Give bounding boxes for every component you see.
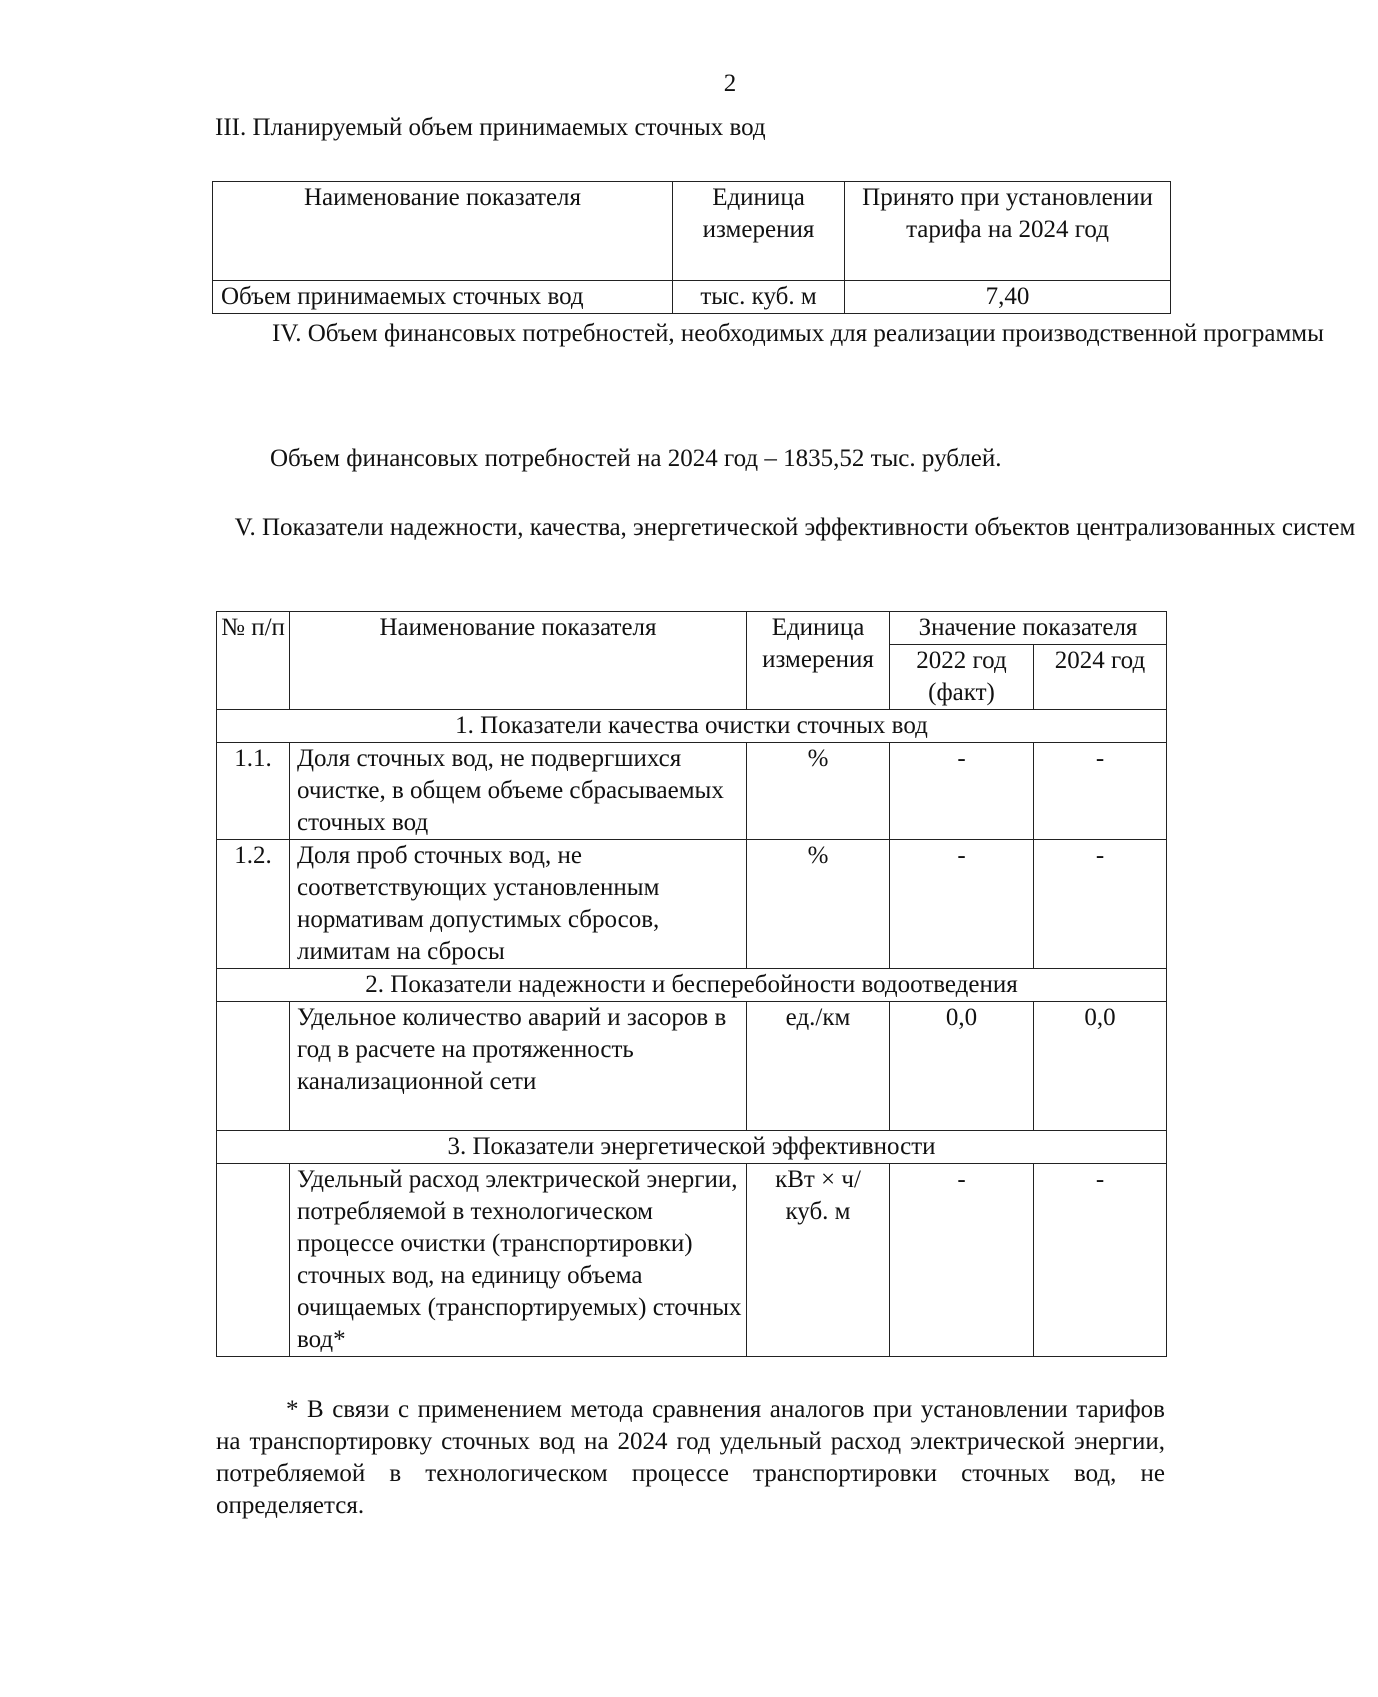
row-unit: ед./км — [747, 1002, 890, 1131]
planned-volume-table — [212, 181, 1171, 314]
header-year-2024: 2024 год — [1034, 645, 1167, 710]
cell-value: 7,40 — [845, 281, 1171, 314]
table-row — [217, 743, 1167, 840]
row-value-2024: - — [1034, 840, 1167, 969]
row-value-2022: - — [890, 840, 1034, 969]
header-unit: Единица измерения — [747, 612, 890, 710]
cell-indicator-name: Объем принимаемых сточных вод — [213, 281, 673, 314]
financial-needs-text: Объем финансовых потребностей на 2024 год – 1835,52 тыс. рублей. — [270, 445, 1002, 472]
header-value: Значение показателя — [890, 612, 1167, 645]
row-unit: % — [747, 840, 890, 969]
row-num — [217, 1002, 290, 1131]
group-header-row — [217, 969, 1167, 1002]
row-unit: кВт × ч/ куб. м — [747, 1164, 890, 1357]
row-indicator-name: Удельный расход электрической энергии, потребляемой в технологическом процессе очистки (транспортировки) сточных вод, на единицу объема очищаемых (транспортируемых) сточных вод* — [290, 1164, 747, 1357]
table-row — [217, 1164, 1167, 1357]
page-number: 2 — [723, 70, 737, 97]
row-indicator-name: Удельное количество аварий и засоров в год в расчете на протяженность канализационной сети — [290, 1002, 747, 1131]
row-value-2022: - — [890, 1164, 1034, 1357]
table-header-row — [217, 612, 1167, 645]
row-value-2022: 0,0 — [890, 1002, 1034, 1131]
cell-unit: тыс. куб. м — [673, 281, 845, 314]
header-num: № п/п — [217, 612, 290, 710]
row-value-2024: 0,0 — [1034, 1002, 1167, 1131]
table-header-row — [213, 182, 1171, 281]
header-accepted-value: Принято при установлении тарифа на 2024 год — [845, 182, 1171, 281]
footnote-text: * В связи с применением метода сравнения аналогов при установлении тарифов на транспортировку сточных вод на 2024 год удельный расход электрической энергии, потребляемой в технологическом процессе транспортировки сточных вод, не определяется. — [216, 1396, 1165, 1519]
section-5-title: V. Показатели надежности, качества, энергетической эффективности объектов централизованных систем — [234, 514, 1356, 541]
reliability-indicators-table — [216, 611, 1167, 1357]
row-indicator-name: Доля сточных вод, не подвергшихся очистке, в общем объеме сбрасываемых сточных вод — [290, 743, 747, 840]
table-row — [217, 840, 1167, 969]
row-unit: % — [747, 743, 890, 840]
group-title: 3. Показатели энергетической эффективности — [217, 1131, 1167, 1164]
header-year-2022: 2022 год (факт) — [890, 645, 1034, 710]
table-row — [217, 1002, 1167, 1131]
header-indicator-name: Наименование показателя — [213, 182, 673, 281]
row-num — [217, 1164, 290, 1357]
row-value-2024: - — [1034, 1164, 1167, 1357]
section-3-title: III. Планируемый объем принимаемых сточных вод — [215, 114, 766, 141]
group-header-row — [217, 710, 1167, 743]
group-header-row — [217, 1131, 1167, 1164]
row-value-2024: - — [1034, 743, 1167, 840]
row-num: 1.2. — [217, 840, 290, 969]
row-indicator-name: Доля проб сточных вод, не соответствующих установленным нормативам допустимых сбросов, лимитам на сбросы — [290, 840, 747, 969]
group-title: 1. Показатели качества очистки сточных вод — [217, 710, 1167, 743]
group-title: 2. Показатели надежности и бесперебойности водоотведения — [217, 969, 1167, 1002]
row-num: 1.1. — [217, 743, 290, 840]
table-row — [213, 281, 1171, 314]
header-indicator-name: Наименование показателя — [290, 612, 747, 710]
header-unit: Единица измерения — [673, 182, 845, 281]
footnote — [216, 1394, 1165, 1522]
row-value-2022: - — [890, 743, 1034, 840]
section-4-title: IV. Объем финансовых потребностей, необходимых для реализации производственной программы — [272, 320, 1324, 347]
